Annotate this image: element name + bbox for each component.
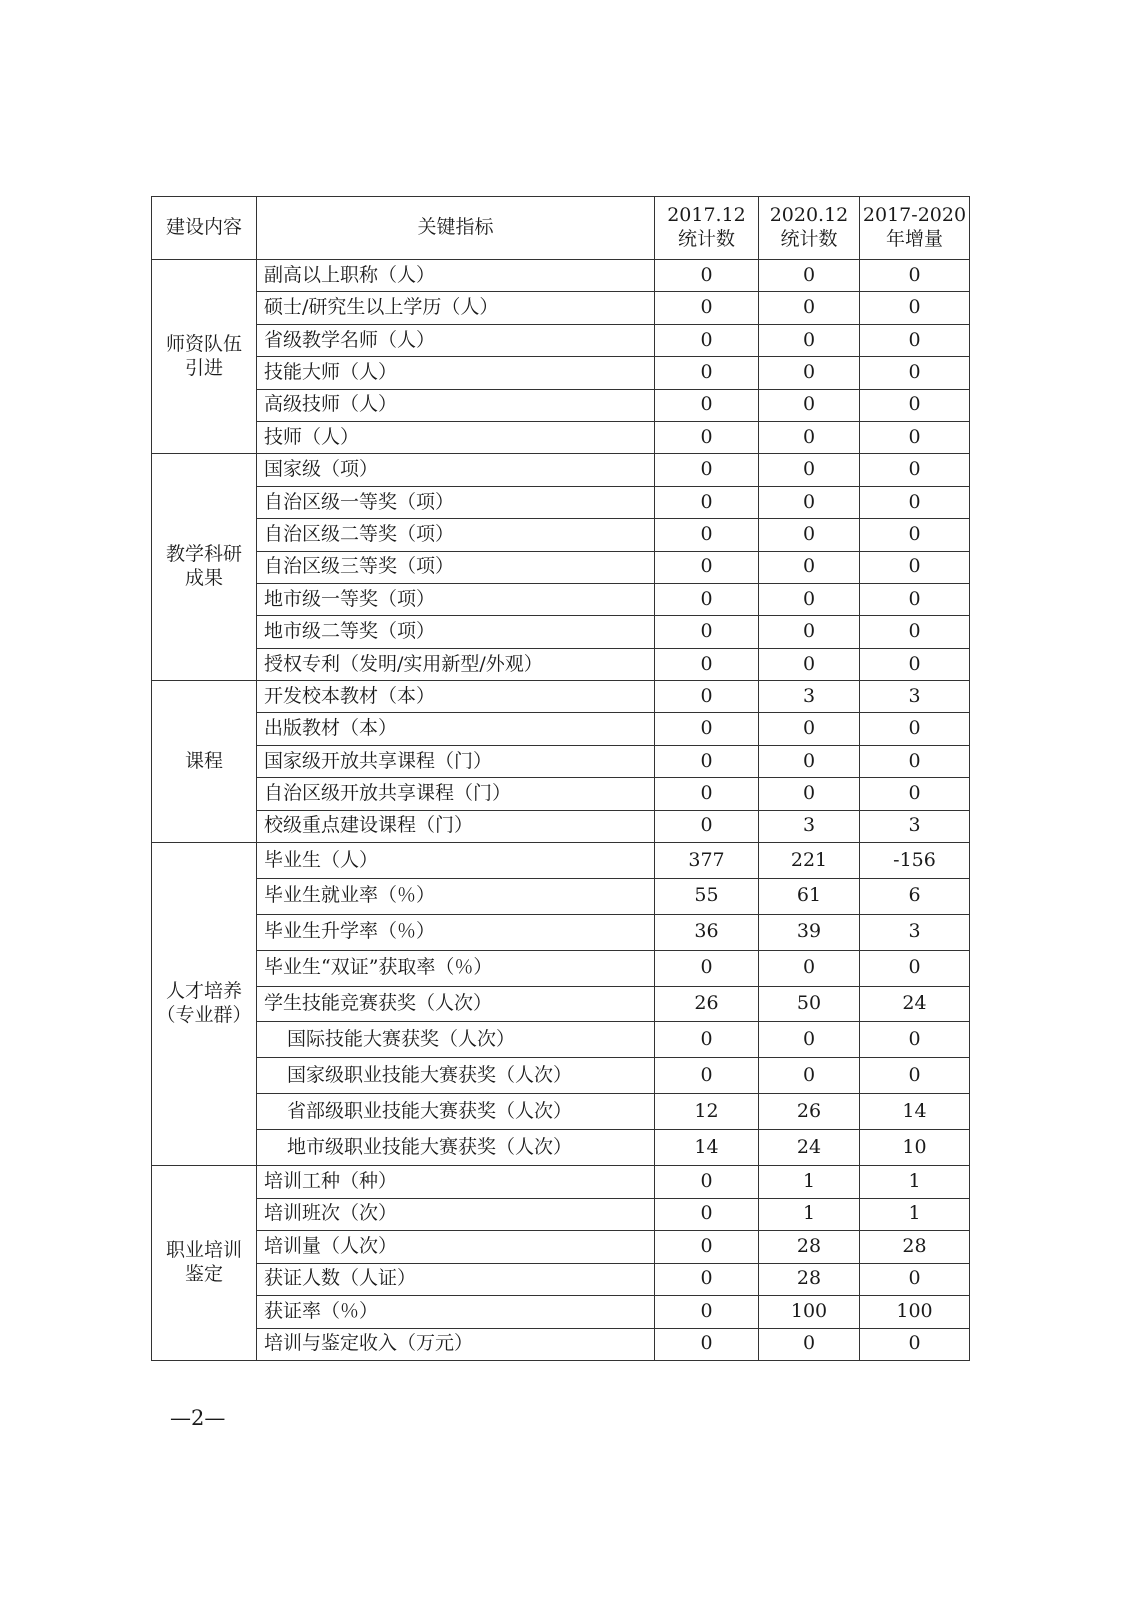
indicator-cell: 培训与鉴定收入（万元） (257, 1328, 655, 1361)
value-2020-cell: 0 (759, 1022, 860, 1058)
table-row (152, 1094, 970, 1130)
increase-cell: 0 (860, 324, 970, 356)
value-2020-cell: 0 (759, 421, 860, 453)
value-2017-cell: 0 (655, 745, 759, 777)
value-2020-cell: 0 (759, 950, 860, 986)
value-2017-cell: 0 (655, 454, 759, 486)
header-row (152, 197, 970, 260)
table-row (152, 486, 970, 518)
value-2020-cell: 0 (759, 713, 860, 745)
value-2020-cell: 0 (759, 1058, 860, 1094)
increase-cell: 0 (860, 950, 970, 986)
indicator-cell: 技能大师（人） (257, 357, 655, 389)
table-row (152, 1130, 970, 1166)
value-2020-cell: 0 (759, 324, 860, 356)
table-row (152, 551, 970, 583)
value-2017-cell: 0 (655, 324, 759, 356)
category-cell (152, 454, 257, 681)
header-2017-line1: 2017.12 (667, 204, 746, 227)
value-2020-cell: 28 (759, 1263, 860, 1296)
value-2020-cell: 0 (759, 292, 860, 324)
indicator-cell: 自治区级三等奖（项） (257, 551, 655, 583)
value-2020-cell: 1 (759, 1198, 860, 1231)
value-2017-cell: 0 (655, 778, 759, 810)
indicator-cell: 硕士/研究生以上学历（人） (257, 292, 655, 324)
value-2017-cell: 0 (655, 421, 759, 453)
header-indicator: 关键指标 (257, 197, 655, 260)
increase-cell: 10 (860, 1130, 970, 1166)
value-2017-cell: 0 (655, 1058, 759, 1094)
category-cell (152, 1166, 257, 1361)
increase-cell: 28 (860, 1231, 970, 1264)
indicator-cell: 学生技能竞赛获奖（人次） (257, 986, 655, 1022)
page-number: —2— (170, 1406, 226, 1430)
indicator-cell: 毕业生就业率（％） (257, 878, 655, 914)
increase-cell: 1 (860, 1166, 970, 1199)
increase-cell: -156 (860, 843, 970, 879)
table-row (152, 950, 970, 986)
indicator-cell: 校级重点建设课程（门） (257, 810, 655, 842)
increase-cell: 24 (860, 986, 970, 1022)
indicator-cell: 出版教材（本） (257, 713, 655, 745)
increase-cell: 0 (860, 519, 970, 551)
increase-cell: 3 (860, 681, 970, 713)
value-2020-cell: 3 (759, 681, 860, 713)
table-row (152, 914, 970, 950)
value-2017-cell: 0 (655, 950, 759, 986)
value-2017-cell: 12 (655, 1094, 759, 1130)
value-2017-cell: 0 (655, 519, 759, 551)
increase-cell: 100 (860, 1296, 970, 1329)
indicator-cell: 国家级开放共享课程（门） (257, 745, 655, 777)
indicator-cell: 自治区级二等奖（项） (257, 519, 655, 551)
increase-cell: 0 (860, 389, 970, 421)
value-2020-cell: 0 (759, 357, 860, 389)
table-row (152, 324, 970, 356)
table-row (152, 260, 970, 292)
increase-cell: 0 (860, 260, 970, 292)
increase-cell: 0 (860, 745, 970, 777)
indicator-cell: 省级教学名师（人） (257, 324, 655, 356)
table-row (152, 519, 970, 551)
category-label-line: 职业培训 (165, 1239, 242, 1262)
value-2020-cell: 39 (759, 914, 860, 950)
increase-cell: 0 (860, 648, 970, 680)
value-2017-cell: 0 (655, 357, 759, 389)
indicator-cell: 地市级职业技能大赛获奖（人次） (257, 1130, 655, 1166)
value-2020-cell: 0 (759, 389, 860, 421)
indicator-cell: 副高以上职称（人） (257, 260, 655, 292)
value-2017-cell: 26 (655, 986, 759, 1022)
header-2020 (759, 197, 860, 260)
table-row (152, 357, 970, 389)
category-label-line: 师资队伍 (165, 332, 242, 355)
table-row (152, 1263, 970, 1296)
value-2017-cell: 0 (655, 1022, 759, 1058)
increase-cell: 1 (860, 1198, 970, 1231)
value-2020-cell: 221 (759, 843, 860, 879)
table-row (152, 1198, 970, 1231)
category-label-line: 成果 (184, 567, 223, 590)
value-2020-cell: 0 (759, 519, 860, 551)
table-row (152, 843, 970, 879)
increase-cell: 14 (860, 1094, 970, 1130)
indicator-cell: 培训量（人次） (257, 1231, 655, 1264)
value-2017-cell: 0 (655, 389, 759, 421)
indicator-cell: 自治区级开放共享课程（门） (257, 778, 655, 810)
table-row (152, 681, 970, 713)
category-cell (152, 260, 257, 454)
table-row (152, 713, 970, 745)
category-label-line: 教学科研 (165, 543, 242, 566)
increase-cell: 0 (860, 616, 970, 648)
table-row (152, 1296, 970, 1329)
value-2020-cell: 1 (759, 1166, 860, 1199)
table-row (152, 1328, 970, 1361)
header-2020-line1: 2020.12 (769, 204, 849, 227)
category-label-line: 鉴定 (184, 1263, 223, 1286)
indicator-cell: 毕业生“双证”获取率（％） (257, 950, 655, 986)
table-row (152, 648, 970, 680)
indicator-cell: 地市级二等奖（项） (257, 616, 655, 648)
value-2017-cell: 55 (655, 878, 759, 914)
indicator-cell: 毕业生升学率（％） (257, 914, 655, 950)
value-2017-cell: 0 (655, 713, 759, 745)
value-2020-cell: 26 (759, 1094, 860, 1130)
value-2017-cell: 0 (655, 1198, 759, 1231)
table-row (152, 421, 970, 453)
indicator-cell: 省部级职业技能大赛获奖（人次） (257, 1094, 655, 1130)
increase-cell: 0 (860, 357, 970, 389)
increase-cell: 0 (860, 1022, 970, 1058)
header-2017-line2: 统计数 (677, 228, 735, 250)
category-label-line: 人才培养 (165, 980, 242, 1003)
indicator-cell: 毕业生（人） (257, 843, 655, 879)
increase-cell: 0 (860, 1058, 970, 1094)
indicator-cell: 国家级职业技能大赛获奖（人次） (257, 1058, 655, 1094)
value-2017-cell: 0 (655, 292, 759, 324)
table-body (152, 260, 970, 1361)
table-row (152, 1166, 970, 1199)
increase-cell: 6 (860, 878, 970, 914)
indicator-cell: 高级技师（人） (257, 389, 655, 421)
increase-cell: 0 (860, 292, 970, 324)
header-increase-line2: 年增量 (885, 228, 943, 250)
value-2017-cell: 0 (655, 486, 759, 518)
indicator-cell: 开发校本教材（本） (257, 681, 655, 713)
increase-cell: 0 (860, 486, 970, 518)
table-row (152, 878, 970, 914)
value-2020-cell: 50 (759, 986, 860, 1022)
category-cell (152, 681, 257, 843)
table-row (152, 745, 970, 777)
value-2017-cell: 0 (655, 1328, 759, 1361)
value-2017-cell: 0 (655, 1231, 759, 1264)
value-2020-cell: 100 (759, 1296, 860, 1329)
value-2020-cell: 0 (759, 1328, 860, 1361)
value-2017-cell: 14 (655, 1130, 759, 1166)
table-row (152, 583, 970, 615)
table-row (152, 389, 970, 421)
table-row (152, 986, 970, 1022)
increase-cell: 0 (860, 1263, 970, 1296)
indicator-cell: 自治区级一等奖（项） (257, 486, 655, 518)
value-2017-cell: 0 (655, 551, 759, 583)
indicator-cell: 地市级一等奖（项） (257, 583, 655, 615)
table-row (152, 1231, 970, 1264)
value-2017-cell: 0 (655, 681, 759, 713)
increase-cell: 0 (860, 713, 970, 745)
value-2020-cell: 0 (759, 778, 860, 810)
value-2020-cell: 0 (759, 616, 860, 648)
value-2020-cell: 28 (759, 1231, 860, 1264)
header-category: 建设内容 (152, 197, 257, 260)
indicator-cell: 国家级（项） (257, 454, 655, 486)
table-row (152, 810, 970, 842)
table-row (152, 1058, 970, 1094)
value-2020-cell: 61 (759, 878, 860, 914)
category-cell (152, 843, 257, 1166)
category-label-line: （专业群） (156, 1004, 252, 1027)
increase-cell: 0 (860, 454, 970, 486)
value-2020-cell: 0 (759, 486, 860, 518)
table-row (152, 454, 970, 486)
value-2017-cell: 0 (655, 1296, 759, 1329)
value-2017-cell: 0 (655, 616, 759, 648)
value-2017-cell: 0 (655, 1166, 759, 1199)
value-2020-cell: 0 (759, 260, 860, 292)
table-row (152, 292, 970, 324)
table-row (152, 1022, 970, 1058)
header-increase-line1: 2017-2020 (862, 204, 967, 227)
value-2017-cell: 0 (655, 648, 759, 680)
category-label-line: 课程 (184, 749, 223, 772)
indicator-cell: 获证人数（人证） (257, 1263, 655, 1296)
increase-cell: 0 (860, 583, 970, 615)
value-2020-cell: 24 (759, 1130, 860, 1166)
indicator-cell: 获证率（％） (257, 1296, 655, 1329)
value-2017-cell: 0 (655, 583, 759, 615)
value-2017-cell: 0 (655, 810, 759, 842)
category-label-line: 引进 (184, 356, 223, 379)
header-increase (860, 197, 970, 260)
increase-cell: 3 (860, 914, 970, 950)
value-2020-cell: 0 (759, 454, 860, 486)
indicator-cell: 培训班次（次） (257, 1198, 655, 1231)
increase-cell: 3 (860, 810, 970, 842)
increase-cell: 0 (860, 551, 970, 583)
indicator-table (151, 196, 970, 1361)
indicator-cell: 授权专利（发明/实用新型/外观） (257, 648, 655, 680)
increase-cell: 0 (860, 421, 970, 453)
header-2017 (655, 197, 759, 260)
value-2020-cell: 0 (759, 648, 860, 680)
value-2020-cell: 0 (759, 551, 860, 583)
indicator-cell: 培训工种（种） (257, 1166, 655, 1199)
header-2020-line2: 统计数 (780, 228, 838, 250)
value-2017-cell: 0 (655, 260, 759, 292)
indicator-cell: 国际技能大赛获奖（人次） (257, 1022, 655, 1058)
value-2017-cell: 0 (655, 1263, 759, 1296)
value-2017-cell: 36 (655, 914, 759, 950)
increase-cell: 0 (860, 778, 970, 810)
value-2017-cell: 377 (655, 843, 759, 879)
table-row (152, 616, 970, 648)
increase-cell: 0 (860, 1328, 970, 1361)
value-2020-cell: 0 (759, 583, 860, 615)
value-2020-cell: 0 (759, 745, 860, 777)
table-row (152, 778, 970, 810)
indicator-cell: 技师（人） (257, 421, 655, 453)
value-2020-cell: 3 (759, 810, 860, 842)
